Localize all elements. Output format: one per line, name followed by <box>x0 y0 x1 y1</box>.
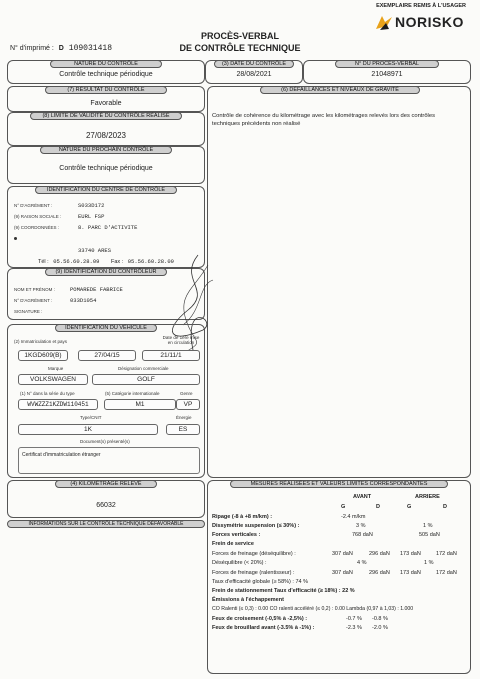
reg-date-field: 21/11/1 <box>142 350 200 361</box>
avant-g-label: G <box>341 504 346 510</box>
vin-field: WVWZZZ1KZDW110451 <box>18 399 98 410</box>
emission-label: Émissions à l'échappement <box>212 597 284 603</box>
validity-value: 27/08/2023 <box>85 131 127 140</box>
dissym-ar: 1 % <box>423 523 433 529</box>
result-header: (7) RÉSULTAT DU CONTRÔLE <box>45 86 167 94</box>
date-header: (3) DATE DU CONTRÔLE <box>214 60 294 68</box>
ff2-ar-d: 172 daN <box>436 570 457 576</box>
ripage-value: -2.4 m/km <box>341 514 366 520</box>
defects-text: Contrôle de cohérence du kilométrage avec les kilométrages relevés lors des contrôles techniques précédents non réalisé <box>212 113 435 127</box>
dissym-av: 3 % <box>356 523 366 529</box>
forces-ar: 505 daN <box>419 532 440 538</box>
brand-name: NORISKO <box>395 14 464 30</box>
print-number-row <box>10 44 112 53</box>
nature-value: Contrôle technique périodique <box>59 71 153 78</box>
km-value: 66032 <box>96 502 116 509</box>
arriere-g-label: G <box>407 504 412 510</box>
forces-label: Forces verticales : <box>212 532 261 538</box>
controller-name-label: NOM ET PRÉNOM : <box>14 287 55 292</box>
controller-agrement-label: N° D'AGRÉMENT : <box>14 298 53 303</box>
centre-coord-label: (9) COORDONNÉES : <box>14 225 60 230</box>
measures-header: MESURES RÉALISÉES ET VALEURS LIMITES CORRESPONDANTES <box>230 480 448 488</box>
defects-header: (6) DÉFAILLANCES ET NIVEAUX DE GRAVITÉ <box>260 86 420 94</box>
page-title-line1: PROCÈS-VERBAL <box>200 31 279 41</box>
pv-value: 21048971 <box>371 71 403 78</box>
taux-label: Taux d'efficacité globale (≥ 58%) : 74 % <box>212 579 308 585</box>
ff-ar-g: 173 daN <box>400 551 421 557</box>
genre-field: VP <box>176 399 200 410</box>
avant-label: AVANT <box>353 494 372 500</box>
centre-raison-label: (9) RAISON SOCIALE : <box>14 214 62 219</box>
deseq-ar: 1 % <box>424 560 434 566</box>
designation-field: GOLF <box>92 374 200 385</box>
categorie-label: (5) Catégorie internationale <box>105 391 160 396</box>
marque-label: Marque <box>48 366 64 371</box>
next-value: Contrôle technique périodique <box>59 165 153 172</box>
first-date-label: Date de 1ère mise en circulation <box>162 335 200 345</box>
ff-label: Forces de freinage (déséquilibre) : <box>212 551 296 557</box>
nature-header: NATURE DU CONTRÔLE <box>50 60 162 68</box>
info-header: INFORMATIONS SUR LE CONTRÔLE TECHNIQUE DÉFAVORABLE <box>7 520 205 528</box>
centre-header: IDENTIFICATION DU CENTRE DE CONTRÔLE <box>35 186 177 194</box>
controller-header: (9) IDENTIFICATION DU CONTRÔLEUR <box>45 268 167 276</box>
centre-fax-value: 05.56.60.28.09 <box>127 258 174 265</box>
type-label: Type/CNIT <box>80 415 102 420</box>
docs-label: Document(s) présenté(s) <box>80 439 130 444</box>
deseq-av: 4 % <box>357 560 367 566</box>
categorie-field: M1 <box>104 399 176 410</box>
docs-value: Certificat d'immatriculation étranger <box>22 452 101 458</box>
page-title-line2: DE CONTRÔLE TECHNIQUE <box>179 43 301 53</box>
bird-icon <box>374 13 394 33</box>
croisement-ar: -0.8 % <box>372 616 388 622</box>
croisement-label: Feux de croisement (-0,5% à -2,5%) : <box>212 616 308 622</box>
croisement-av: -0.7 % <box>346 616 362 622</box>
designation-label: Désignation commerciale <box>118 366 169 371</box>
ff-av-d: 296 daN <box>369 551 390 557</box>
ff2-av-d: 296 daN <box>369 570 390 576</box>
deseq-label: Déséquilibre (< 20%) : <box>212 560 267 566</box>
centre-bullet <box>14 237 17 240</box>
centre-agrement-value: S033D172 <box>78 202 105 209</box>
genre-label: Genre <box>180 391 193 396</box>
dissym-label: Dissymétrie suspension (≤ 30%) : <box>212 523 300 529</box>
centre-coord-value: 8. PARC D'ACTIVITE <box>78 224 138 231</box>
print-number: 109031418 <box>68 44 112 53</box>
co-label: CO Ralenti (≤ 0,3) : 0.00 CO ralenti accéléré (≤ 0,2) : 0.00 Lambda (0,97 à 1,03) : 1.000 <box>212 606 414 612</box>
marque-field: VOLKSWAGEN <box>18 374 88 385</box>
energie-label: Énergie <box>176 415 192 420</box>
arriere-d-label: D <box>443 504 447 510</box>
vin-label: (1) N° dans la série du type <box>20 391 75 396</box>
arriere-label: ARRIERE <box>415 494 440 500</box>
brouillard-ar: -2.0 % <box>372 625 388 631</box>
type-field: 1K <box>18 424 158 435</box>
centre-fax-label: Fax : <box>110 259 124 265</box>
controller-agrement-value: 033D1054 <box>70 297 97 304</box>
print-letter: D <box>58 45 64 52</box>
controller-signature-label: SIGNATURE : <box>14 309 43 314</box>
ff-av-g: 307 daN <box>332 551 353 557</box>
ripage-label: Ripage (-8 à +8 m/km) : <box>212 514 273 520</box>
ff2-ar-g: 173 daN <box>400 570 421 576</box>
centre-raison-value: EURL FSP <box>78 213 105 220</box>
avant-d-label: D <box>376 504 380 510</box>
km-header: (4) KILOMÉTRAGE RELEVÉ <box>55 480 157 488</box>
date-value: 28/08/2021 <box>236 71 272 78</box>
brouillard-av: -2.3 % <box>346 625 362 631</box>
centre-tel-label: Tél : <box>38 259 49 265</box>
ff2-label: Forces de freinage (ralentisseur) : <box>212 570 295 576</box>
ff-ar-d: 172 daN <box>436 551 457 557</box>
stat-label: Frein de stationnement Taux d'efficacité (≥ 18%) : 22 % <box>212 588 355 594</box>
vehicle-header: IDENTIFICATION DU VÉHICULE <box>55 324 157 332</box>
result-value: Favorable <box>90 100 122 107</box>
first-date-field: 27/04/15 <box>78 350 136 361</box>
immat-label: (2) Immatriculation et pays <box>14 339 68 344</box>
centre-city: 33740 ARES <box>78 247 112 254</box>
centre-contact-row <box>38 258 174 265</box>
immat-field: 1KGD609(B) <box>18 350 68 361</box>
centre-agrement-label: N° D'AGRÉMENT : <box>14 203 53 208</box>
ff2-av-g: 307 daN <box>332 570 353 576</box>
forces-av: 768 daN <box>352 532 373 538</box>
centre-tel-value: 05.56.60.28.09 <box>53 258 100 265</box>
print-label: N° d'imprimé : <box>10 45 54 52</box>
next-header: NATURE DU PROCHAIN CONTRÔLE <box>40 146 172 154</box>
defects-box <box>207 86 471 478</box>
measures-box <box>207 480 471 674</box>
energie-field: ES <box>166 424 200 435</box>
frein-service-label: Frein de service <box>212 541 254 547</box>
brouillard-label: Feux de brouillard avant (-3.5% à -1%) : <box>212 625 315 631</box>
validity-header: (8) LIMITE DE VALIDITÉ DU CONTRÔLE RÉALISÉ <box>30 112 182 120</box>
controller-name-value: POMAREDE FABRICE <box>70 286 123 293</box>
pv-header: N° DU PROCÈS-VERBAL <box>335 60 439 68</box>
copy-label: EXEMPLAIRE REMIS À L'USAGER <box>376 3 466 9</box>
brand-logo <box>374 12 466 34</box>
